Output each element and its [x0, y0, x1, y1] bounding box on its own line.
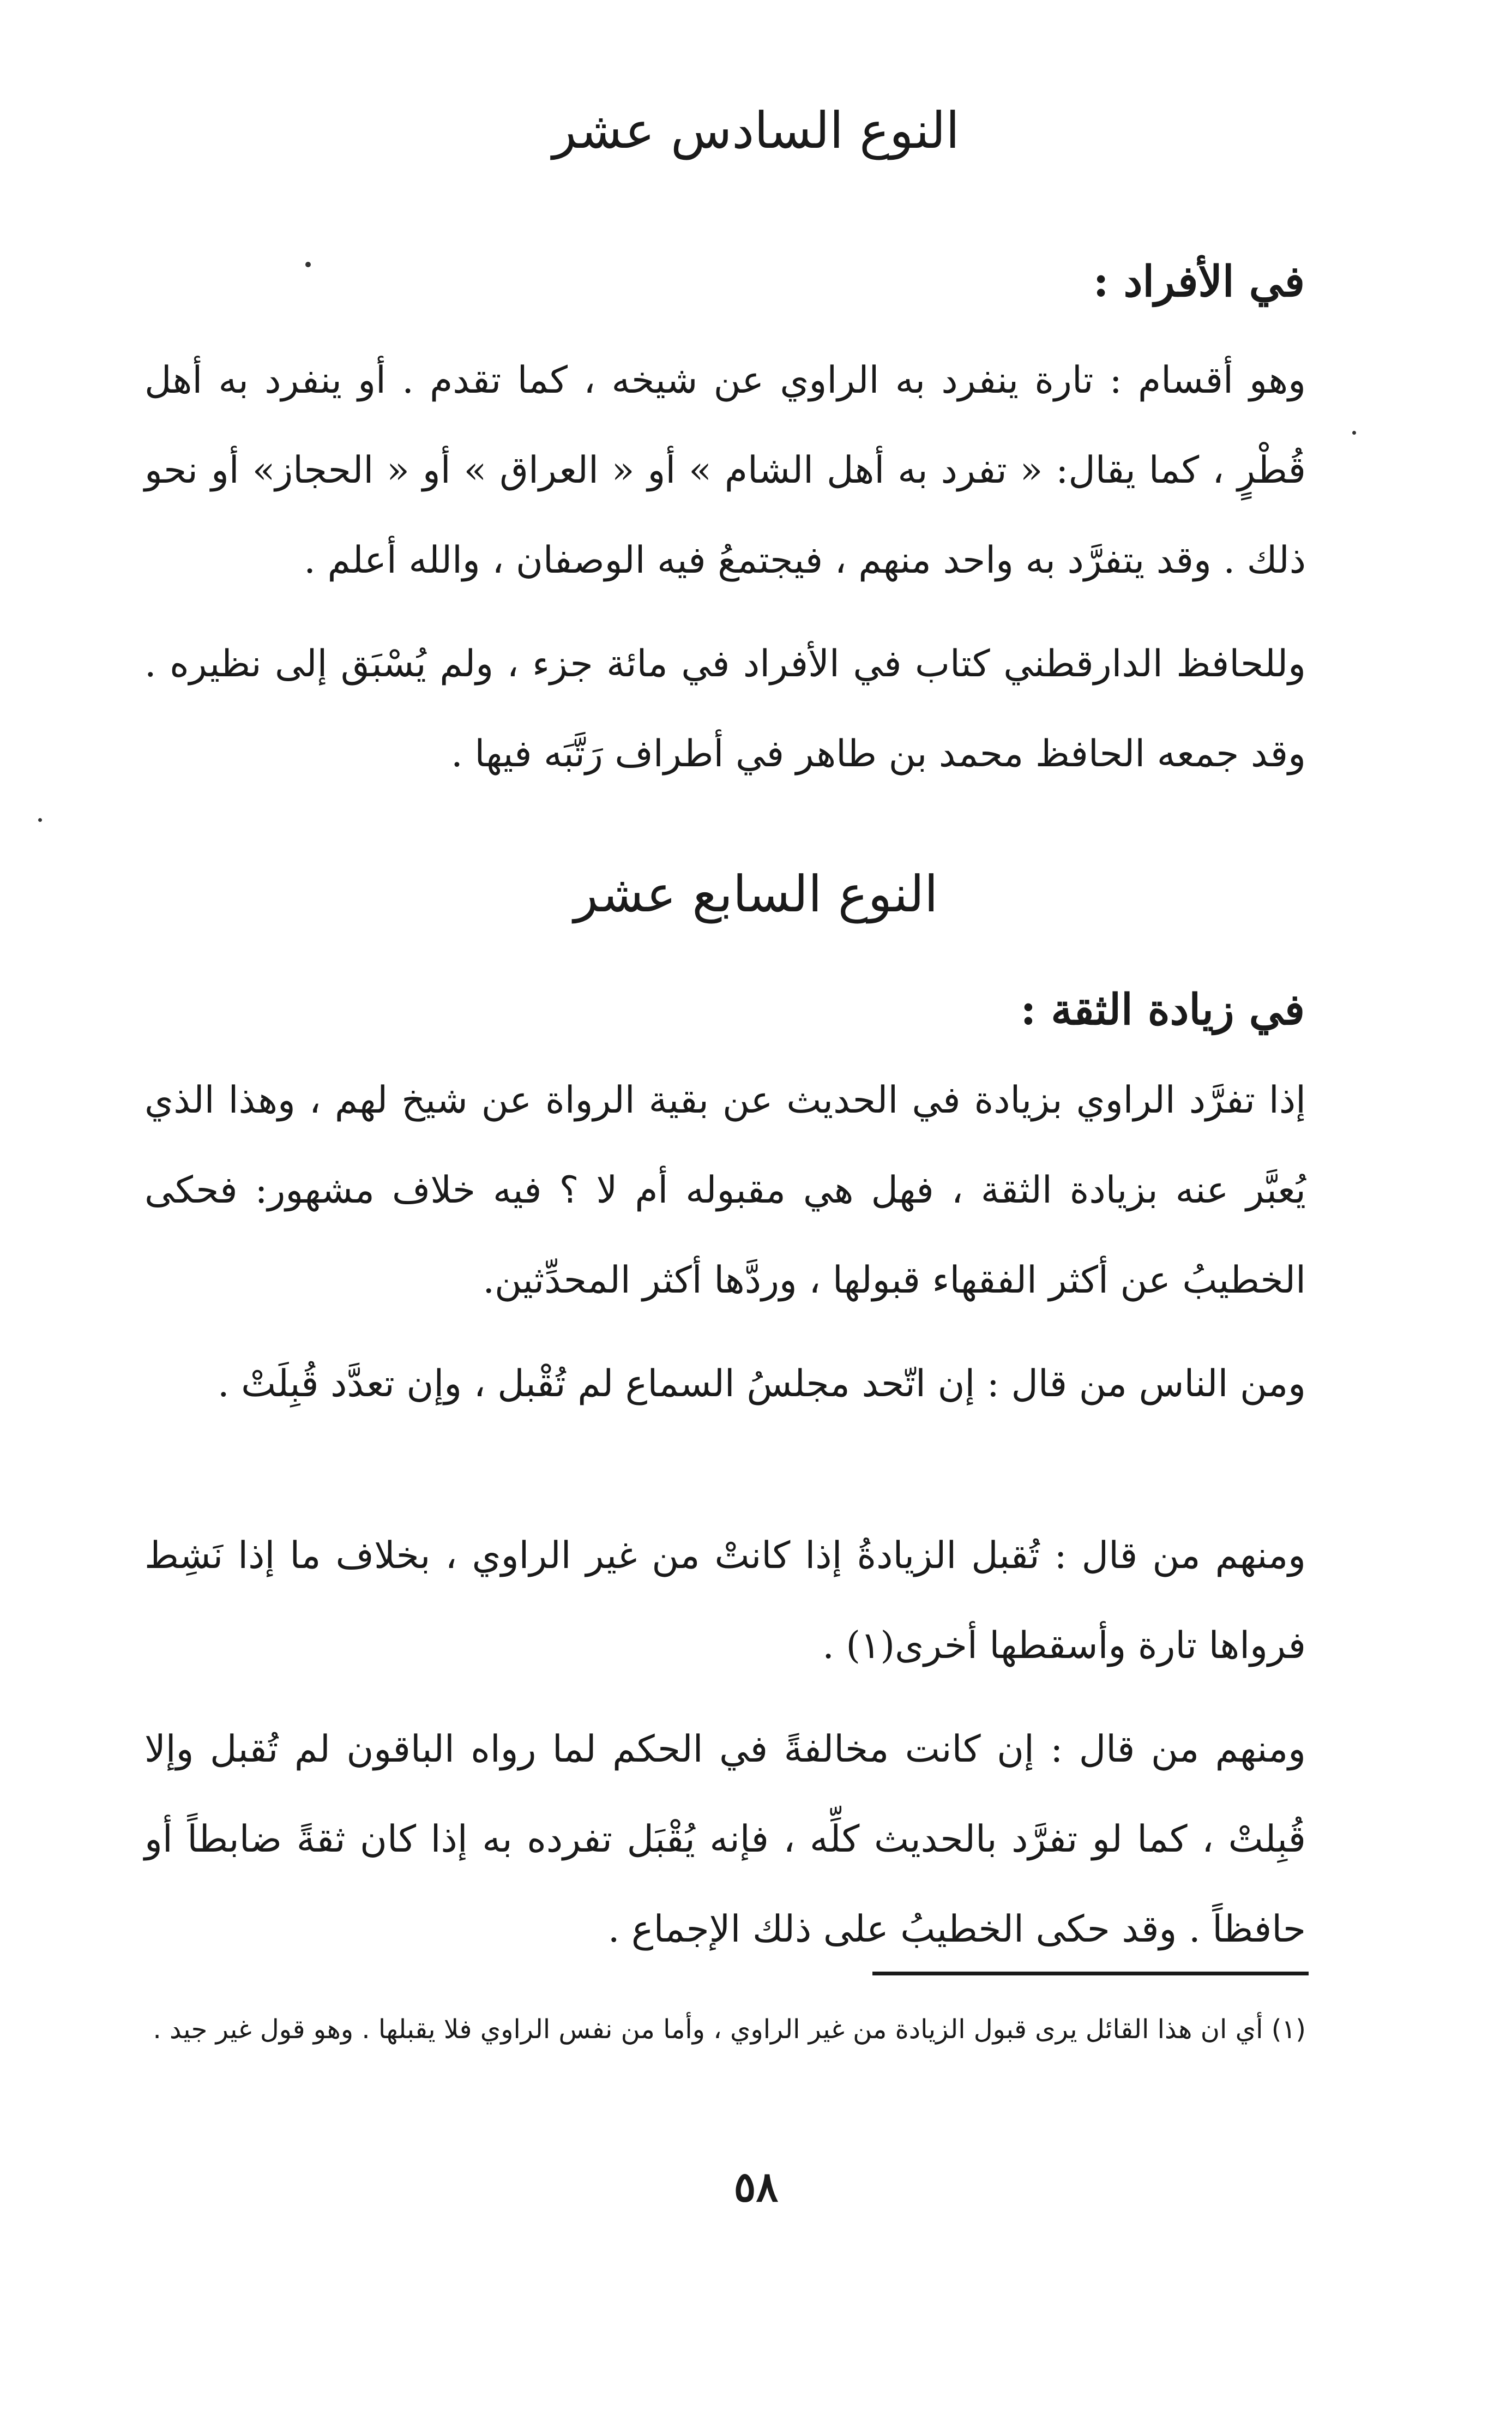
scan-speck — [305, 262, 311, 267]
paragraph: وهو أقسام : تارة ينفرد به الراوي عن شيخه ، كما تقدم . أو ينفرد به أهل قُطْرٍ ، كما يقال: « تفرد به أهل الشام » أو « العراق » أو « الحجاز» أو نحو ذلك . وقد يتفرَّد به واحد منهم ، فيجتمعُ فيه الوصفان ، والله أعلم . — [144, 359, 1306, 582]
paragraph: وللحافظ الدارقطني كتاب في الأفراد في مائة جزء ، ولم يُسْبَق إلى نظيره . وقد جمعه الحافظ محمد بن طاهر في أطراف رَتَّبَه فيها . — [144, 642, 1306, 776]
section-heading: في الأفراد : — [1093, 257, 1305, 307]
section-title: النوع السابع عشر — [574, 865, 938, 923]
section-heading: في زيادة الثقة : — [1020, 985, 1305, 1035]
paragraph: ومنهم من قال : تُقبل الزيادةُ إذا كانتْ من غير الراوي ، بخلاف ما إذا نَشِط فرواها تارة وأسقطها أخرى(١) . — [144, 1534, 1306, 1667]
footnote: (١) أي ان هذا القائل يرى قبول الزيادة من غير الراوي ، وأما من نفس الراوي فلا يقبلها . وهو قول غير جيد . — [153, 2014, 1306, 2045]
scan-speck — [1352, 431, 1356, 435]
paragraph: ومن الناس من قال : إن اتّحد مجلسُ السماع لم تُقْبل ، وإن تعدَّد قُبِلَتْ . — [217, 1362, 1306, 1405]
page-number: ٥٨ — [733, 2162, 779, 2211]
section-title: النوع السادس عشر — [552, 101, 960, 160]
scan-speck — [38, 818, 42, 822]
paragraph: إذا تفرَّد الراوي بزيادة في الحديث عن بقية الرواة عن شيخ لهم ، وهذا الذي يُعبَّر عنه بزيادة الثقة ، فهل هي مقبوله أم لا ؟ فيه خلاف مشهور: فحكى الخطيبُ عن أكثر الفقهاء قبولها ، وردَّها أكثر المحدِّثين. — [144, 1079, 1306, 1302]
footnote-separator — [872, 1972, 1309, 1975]
paragraph: ومنهم من قال : إن كانت مخالفةً في الحكم لما رواه الباقون لم تُقبل وإلا قُبِلتْ ، كما لو تفرَّد بالحديث كلِّه ، فإنه يُقْبَل تفرده به إذا كان ثقةً ضابطاً أو حافظاً . وقد حكى الخطيبُ على ذلك الإجماع . — [144, 1728, 1306, 1951]
